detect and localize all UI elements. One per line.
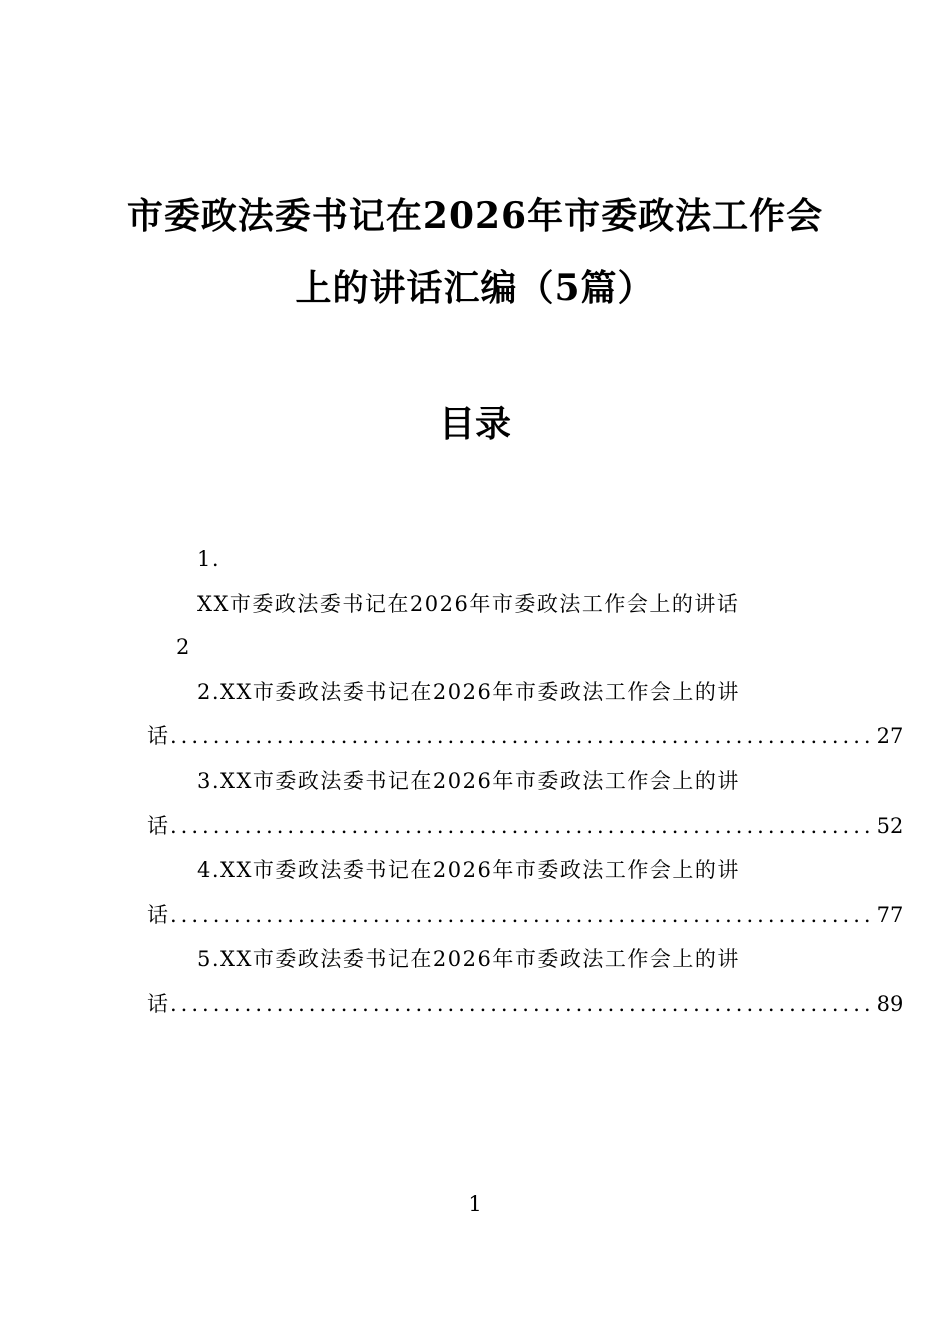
toc-entry-5-leader[interactable] (147, 990, 904, 1018)
toc-leader-dots: .................................................................. (170, 724, 875, 748)
toc-entry-1-text[interactable]: XX市委政法委书记在2026年市委政法工作会上的讲话 (197, 592, 740, 616)
document-title-line-1: 市委政法委书记在2026年市委政法工作会 (126, 195, 824, 237)
toc-entry-2-page: 27 (876, 724, 904, 748)
toc-entry-5-page: 89 (876, 992, 904, 1016)
toc-entry-1-number[interactable]: 1. (197, 547, 221, 571)
toc-entry-4-continuation: 话 (147, 903, 168, 927)
page-number: 1 (468, 1192, 482, 1216)
toc-entry-5-text[interactable]: 5.XX市委政法委书记在2026年市委政法工作会上的讲 (197, 947, 740, 971)
toc-entry-3-continuation: 话 (147, 814, 168, 838)
document-title-line-2: 上的讲话汇编（5篇） (295, 267, 655, 309)
toc-heading: 目录 (438, 403, 511, 445)
toc-leader-dots: .................................................................. (170, 814, 875, 838)
toc-entry-3-text[interactable]: 3.XX市委政法委书记在2026年市委政法工作会上的讲 (197, 769, 740, 793)
toc-entry-1-page[interactable]: 2 (176, 635, 191, 659)
toc-entry-2-leader[interactable] (147, 722, 904, 750)
toc-entry-4-text[interactable]: 4.XX市委政法委书记在2026年市委政法工作会上的讲 (197, 858, 740, 882)
toc-entry-4-leader[interactable] (147, 901, 904, 929)
toc-entry-4-page: 77 (876, 903, 904, 927)
toc-entry-3-page: 52 (876, 814, 904, 838)
toc-entry-2-continuation: 话 (147, 724, 168, 748)
toc-entry-2-text[interactable]: 2.XX市委政法委书记在2026年市委政法工作会上的讲 (197, 680, 740, 704)
toc-leader-dots: .................................................................. (170, 903, 875, 927)
toc-entry-5-continuation: 话 (147, 992, 168, 1016)
toc-entry-3-leader[interactable] (147, 812, 904, 840)
toc-leader-dots: .................................................................. (170, 992, 875, 1016)
